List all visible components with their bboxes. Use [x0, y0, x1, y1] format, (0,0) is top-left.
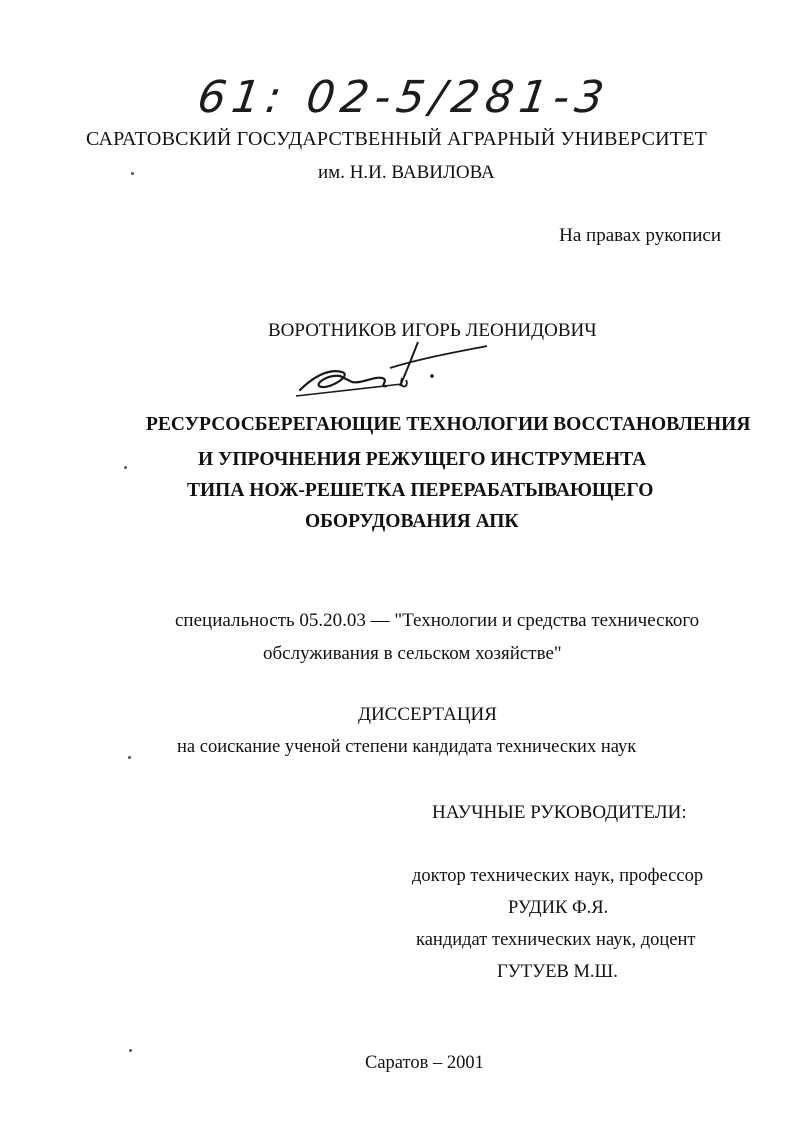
- dissertation-title-line-1: РЕСУРСОСБЕРЕГАЮЩИЕ ТЕХНОЛОГИИ ВОССТАНОВЛЕНИЯ: [146, 414, 751, 435]
- dissertation-title-line-3: ТИПА НОЖ-РЕШЕТКА ПЕРЕРАБАТЫВАЮЩЕГО: [187, 480, 654, 501]
- dissertation-title-line-2: И УПРОЧНЕНИЯ РЕЖУЩЕГО ИНСТРУМЕНТА: [198, 449, 647, 470]
- document-type: ДИССЕРТАЦИЯ: [358, 704, 497, 725]
- supervisor-2-title: кандидат технических наук, доцент: [416, 930, 696, 950]
- degree-sought: на соискание ученой степени кандидата технических наук: [177, 737, 637, 757]
- dissertation-title-line-4: ОБОРУДОВАНИЯ АПК: [305, 511, 519, 532]
- author-signature: [282, 338, 492, 408]
- university-named-after: им. Н.И. ВАВИЛОВА: [318, 162, 495, 183]
- scan-speck: [124, 466, 127, 469]
- supervisor-2-name: ГУТУЕВ М.Ш.: [497, 962, 618, 982]
- specialty-line-1: специальность 05.20.03 — "Технологии и средства технического: [175, 610, 700, 631]
- supervisor-1-title: доктор технических наук, профессор: [412, 866, 704, 886]
- manuscript-rights-note: На правах рукописи: [559, 225, 721, 246]
- scan-speck: [131, 172, 134, 175]
- scan-speck: [129, 1049, 132, 1052]
- scan-speck: [128, 756, 131, 759]
- university-name: САРАТОВСКИЙ ГОСУДАРСТВЕННЫЙ АГРАРНЫЙ УНИВЕРСИТЕТ: [85, 128, 708, 150]
- city-and-year: Саратов – 2001: [365, 1053, 484, 1073]
- author-name: ВОРОТНИКОВ ИГОРЬ ЛЕОНИДОВИЧ: [268, 320, 597, 341]
- archive-code-handwritten: 61: 02-5/281-3: [194, 72, 613, 123]
- specialty-line-2: обслуживания в сельском хозяйстве": [263, 643, 562, 664]
- supervisors-heading: НАУЧНЫЕ РУКОВОДИТЕЛИ:: [432, 802, 687, 823]
- supervisor-1-name: РУДИК Ф.Я.: [508, 898, 609, 918]
